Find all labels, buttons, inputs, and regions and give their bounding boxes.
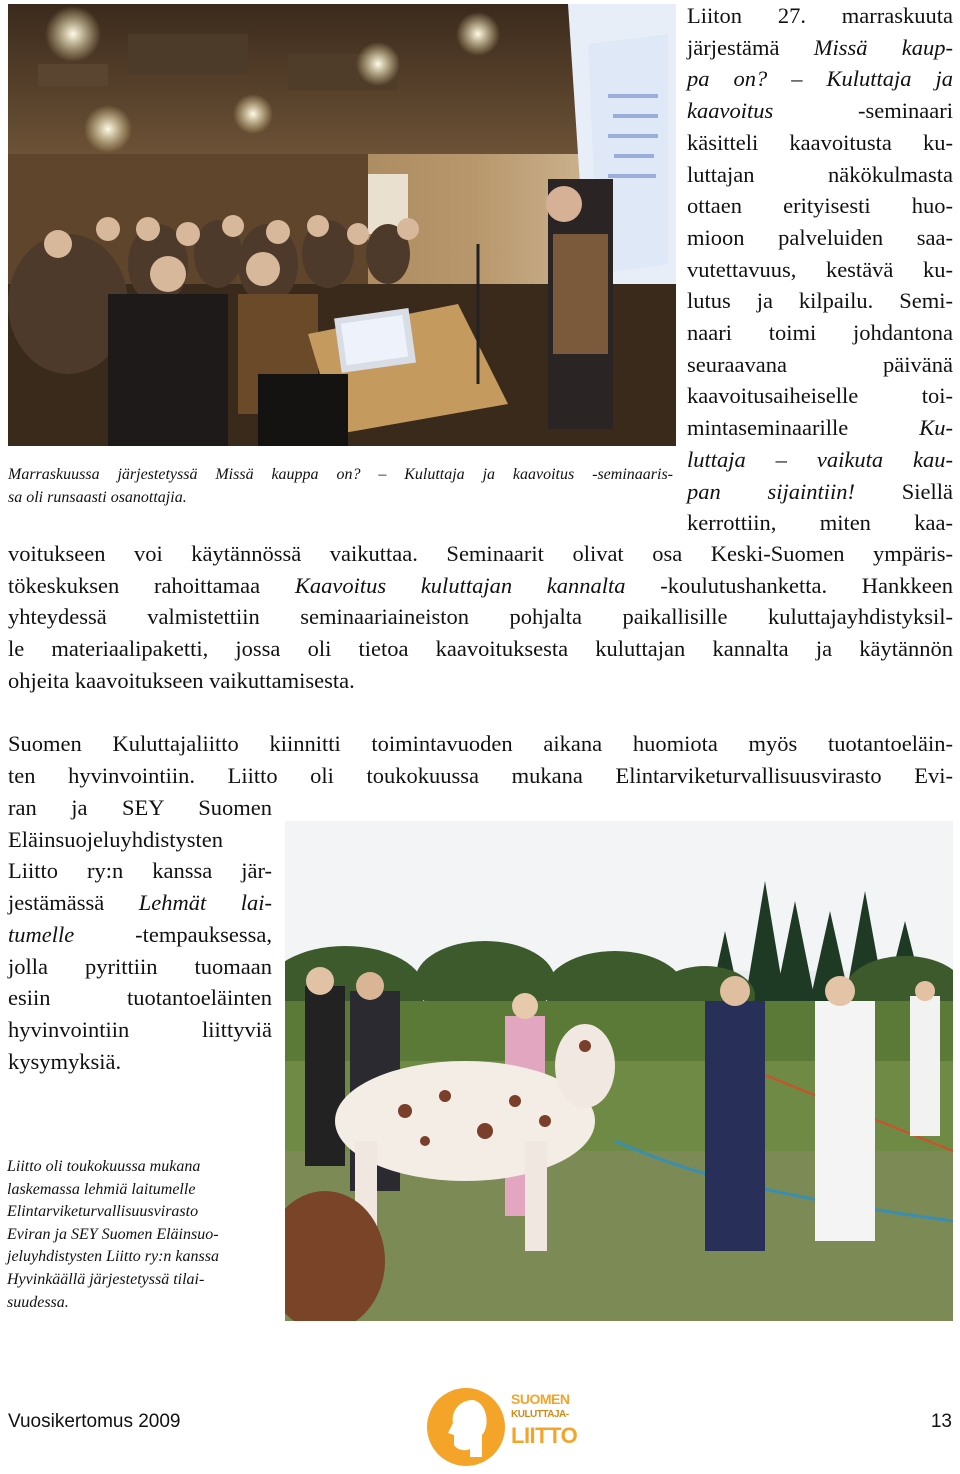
cow-pasture-photo: [285, 821, 953, 1321]
column-text-line-3: pa on? – Kuluttaja ja: [687, 66, 953, 92]
article-narrow-column: [8, 792, 272, 1077]
full-text-line-4: le materiaalipaketti, jossa oli tietoa kaavoituksesta kuluttajan kannalta ja käytännön: [8, 636, 953, 662]
narrow-text-line-8: hyvinvointiin liittyviä: [8, 1016, 272, 1042]
column-text-line-16: pan sijaintiin! Siellä: [687, 478, 953, 504]
narrow-text-line-3: Liitto ry:n kanssa jär-: [8, 858, 272, 884]
cow-caption-line-3: Elintarviketurvallisuusvirasto: [7, 1203, 199, 1221]
cow-caption-line-5: jeluyhdistysten Liitto ry:n kanssa: [7, 1248, 219, 1266]
narrow-text-line-6: jolla pyrittiin tuomaan: [8, 953, 272, 979]
column-text-line-6: luttajan näkökulmasta: [687, 161, 953, 187]
full-text-line-1: voitukseen voi käytännössä vaikuttaa. Seminaarit olivat osa Keski-Suomen ympäris-: [8, 541, 953, 566]
seminar-caption-line-2: sa oli runsaasti osanottajia.: [8, 488, 187, 506]
full-text-line-2: tökeskuksen rahoittamaa Kaavoitus kuluttajan kannalta -koulutushanketta. Hankkeen: [8, 572, 954, 598]
paragraph-2-line-1: Suomen Kuluttajaliitto kiinnitti toimintavuoden aikana huomiota myös tuotantoeläin-: [8, 731, 953, 756]
narrow-text-line-7: esiin tuotantoeläinten: [8, 985, 272, 1011]
article-paragraph-2: [8, 728, 953, 791]
column-text-line-11: naari toimi johdantona: [687, 320, 953, 346]
cow-caption-line-1: Liitto oli toukokuussa mukana: [7, 1158, 201, 1175]
seminar-caption: [8, 464, 673, 509]
narrow-text-line-9: kysymyksiä.: [8, 1048, 122, 1074]
narrow-text-line-5: tumelle -tempauksessa,: [8, 921, 272, 947]
kuluttajaliitto-logo: [418, 1385, 578, 1469]
narrow-text-line-2: Eläinsuojeluyhdistysten: [8, 826, 223, 852]
narrow-text-line-4: jestämässä Lehmät lai-: [8, 890, 272, 916]
column-text-line-1: Liiton 27. marraskuuta: [687, 3, 953, 28]
full-text-line-5: ohjeita kaavoitukseen vaikuttamisesta.: [8, 667, 355, 693]
column-text-line-14: mintaseminaarille Ku-: [687, 415, 953, 441]
cow-caption: [7, 1156, 245, 1314]
column-text-line-4: kaavoitus -seminaari: [687, 98, 953, 124]
footer-report-title: Vuosikertomus 2009: [8, 1411, 181, 1432]
cow-caption-line-7: suudessa.: [7, 1293, 69, 1311]
column-text-line-10: lutus ja kilpailu. Semi-: [687, 288, 953, 314]
narrow-text-line-1: ran ja SEY Suomen: [8, 795, 272, 820]
column-text-line-17: kerrottiin, miten kaa-: [687, 510, 953, 536]
cow-caption-line-2: laskemassa lehmiä laitumelle: [7, 1180, 196, 1198]
column-text-line-15: luttaja – vaikuta kau-: [687, 446, 953, 472]
column-text-line-9: vutettavuus, kestävä ku-: [687, 256, 953, 282]
full-text-line-3: yhteydessä valmistettiin seminaariaineiston pohjalta paikallisille kuluttajayhdistyksil-: [8, 604, 953, 630]
logo-text-line-3: LIITTO: [511, 1423, 578, 1448]
cow-caption-line-4: Eviran ja SEY Suomen Eläinsuo-: [7, 1225, 219, 1243]
column-text-line-2: järjestämä Missä kaup-: [687, 34, 953, 60]
article-full-width-text: [8, 538, 953, 697]
article-column-text: [687, 0, 953, 539]
paragraph-2-line-2: ten hyvinvointiin. Liitto oli toukokuussa mukana Elintarviketurvallisuusvirasto Evi-: [8, 762, 953, 788]
column-text-line-12: seuraavana päivänä: [687, 351, 953, 377]
logo-text-line-1: SUOMEN: [511, 1391, 570, 1407]
column-text-line-8: mioon palveluiden saa-: [687, 224, 953, 250]
seminar-caption-line-1: Marraskuussa järjestetyssä Missä kauppa on? – Kuluttaja ja kaavoitus -seminaaris-: [8, 466, 673, 483]
seminar-photo: [8, 4, 676, 446]
footer-page-number: 13: [930, 1411, 952, 1432]
column-text-line-7: ottaen erityisesti huo-: [687, 193, 953, 219]
cow-caption-line-6: Hyvinkäällä järjestetyssä tilai-: [7, 1270, 205, 1288]
column-text-line-13: kaavoitusaiheiselle toi-: [687, 383, 953, 409]
column-text-line-5: käsitteli kaavoitusta ku-: [687, 129, 953, 155]
logo-text-line-2: KULUTTAJA-: [511, 1409, 569, 1420]
